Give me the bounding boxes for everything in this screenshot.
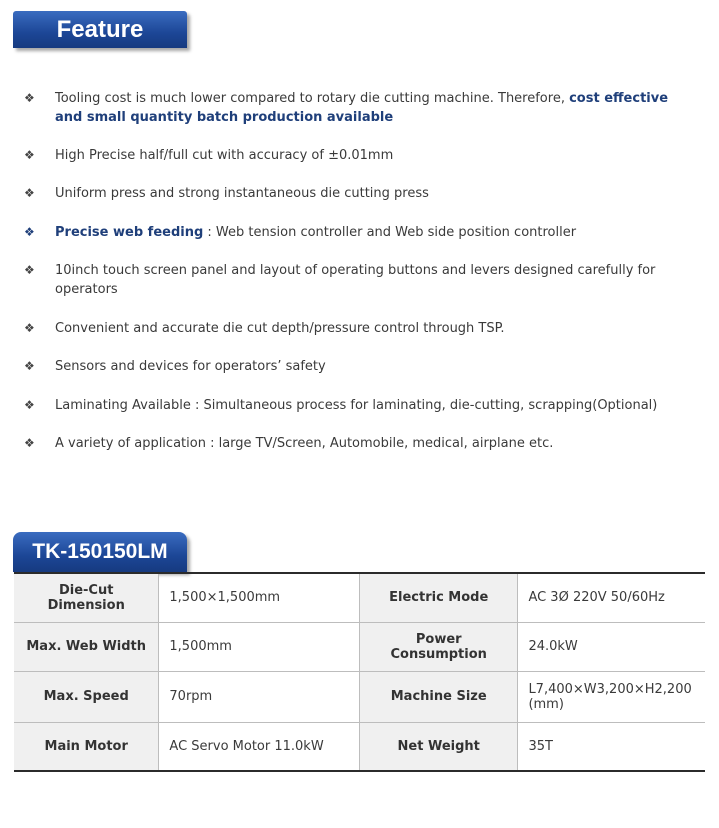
feature-item <box>22 396 682 415</box>
spec-value: AC 3Ø 220V 50/60Hz <box>518 573 705 622</box>
spec-label: Die-Cut Dimension <box>14 573 159 622</box>
spec-label: Net Weight <box>359 722 517 771</box>
spec-label: Max. Speed <box>14 671 159 722</box>
spec-value: 35T <box>518 722 705 771</box>
feature-item <box>22 146 682 165</box>
feature-highlight: cost effective and small quantity batch production available <box>55 91 669 125</box>
spec-label: Max. Web Width <box>14 622 159 671</box>
diamond-bullet-icon: ❖ <box>24 91 35 105</box>
feature-text: Convenient and accurate die cut depth/pressure control through TSP. <box>55 321 505 336</box>
feature-item <box>22 357 682 376</box>
spec-value: 1,500mm <box>159 622 360 671</box>
table-row <box>14 622 705 671</box>
feature-item <box>22 89 682 127</box>
model-heading: TK-150150LM <box>13 532 187 572</box>
spec-label: Main Motor <box>14 722 159 771</box>
feature-text: Laminating Available : Simultaneous process for laminating, die-cutting, scrapping(Optional) <box>55 398 658 413</box>
spec-label: Electric Mode <box>359 573 517 622</box>
feature-text: Sensors and devices for operators’ safety <box>55 359 326 374</box>
table-row <box>14 671 705 722</box>
feature-text-after: : Web tension controller and Web side position controller <box>203 225 577 240</box>
diamond-bullet-icon: ❖ <box>24 436 35 450</box>
feature-text: Uniform press and strong instantaneous die cutting press <box>55 186 429 201</box>
feature-text: Tooling cost is much lower compared to rotary die cutting machine. Therefore, <box>55 91 570 106</box>
feature-text: 10inch touch screen panel and layout of operating buttons and levers designed carefully for operators <box>55 263 656 297</box>
diamond-bullet-icon: ❖ <box>24 263 35 277</box>
feature-item <box>22 261 682 299</box>
table-row <box>14 573 705 622</box>
diamond-bullet-icon: ❖ <box>24 321 35 335</box>
diamond-bullet-icon: ❖ <box>24 398 35 412</box>
feature-text: High Precise half/full cut with accuracy of ±0.01mm <box>55 148 394 163</box>
feature-text: A variety of application : large TV/Screen, Automobile, medical, airplane etc. <box>55 436 554 451</box>
spec-value: AC Servo Motor 11.0kW <box>159 722 360 771</box>
feature-heading: Feature <box>13 11 187 48</box>
diamond-bullet-icon: ❖ <box>24 359 35 373</box>
feature-highlight: Precise web feeding <box>55 225 204 240</box>
feature-item <box>22 223 682 242</box>
diamond-bullet-icon: ❖ <box>24 148 35 162</box>
spec-value: 70rpm <box>159 671 360 722</box>
feature-item <box>22 434 682 453</box>
spec-table <box>14 572 705 772</box>
diamond-bullet-icon: ❖ <box>24 186 35 200</box>
spec-label: Power Consumption <box>359 622 517 671</box>
table-row <box>14 722 705 771</box>
spec-label: Machine Size <box>359 671 517 722</box>
diamond-bullet-icon: ❖ <box>24 225 35 239</box>
spec-value: L7,400×W3,200×H2,200 (mm) <box>518 671 705 722</box>
spec-value: 1,500×1,500mm <box>159 573 360 622</box>
feature-item <box>22 319 682 338</box>
feature-item <box>22 184 682 203</box>
spec-value: 24.0kW <box>518 622 705 671</box>
